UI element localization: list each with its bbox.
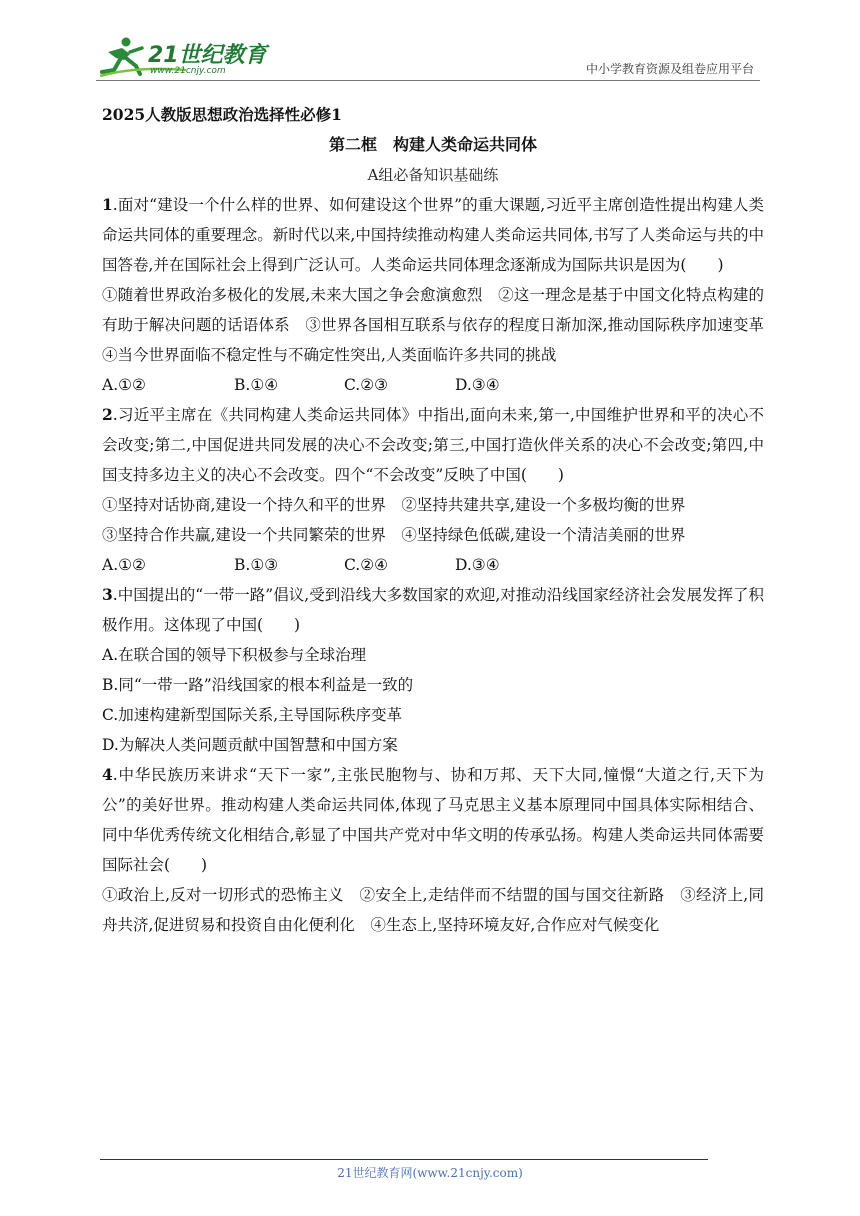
option-d[interactable]: D.为解决人类问题贡献中国智慧和中国方案 bbox=[102, 736, 398, 754]
footer-divider bbox=[100, 1159, 708, 1160]
question-4-number: 4 bbox=[102, 765, 113, 784]
question-2-number: 2 bbox=[102, 405, 113, 424]
option-c[interactable]: C.②④ bbox=[344, 556, 389, 574]
question-2-statement-line-1: ①坚持对话协商,建设一个持久和平的世界 ②坚持共建共享,建设一个多极均衡的世界 bbox=[102, 496, 686, 514]
group-title: A组必备知识基础练 bbox=[367, 166, 499, 184]
option-b[interactable]: B.①③ bbox=[234, 556, 279, 574]
question-2-options bbox=[102, 550, 764, 580]
option-a[interactable]: A.在联合国的领导下积极参与全球治理 bbox=[102, 646, 367, 664]
platform-name: 中小学教育资源及组卷应用平台 bbox=[585, 62, 754, 76]
question-3-stem bbox=[102, 580, 764, 640]
question-4-text: .中华民族历来讲求“天下一家”,主张民胞物与、协和万邦、天下大同,憧憬“大道之行,天下为公”的美好世界。推动构建人类命运共同体,体现了马克思主义基本原理同中国具体实际相结合、同中华优秀传统文化相结合,彰显了中国共产党对中华文明的传承弘扬。构建人类命运共同体需要国际社会( ) bbox=[102, 766, 764, 874]
question-1-text: .面对“建设一个什么样的世界、如何建设这个世界”的重大课题,习近平主席创造性提出构建人类命运共同体的重要理念。新时代以来,中国持续推动构建人类命运共同体,书写了人类命运与共的中国答卷,并在国际社会上得到广泛认可。人类命运共同体理念逐渐成为国际共识是因为( ) bbox=[102, 196, 764, 274]
option-a[interactable]: A.①② bbox=[102, 376, 146, 394]
question-1-stem bbox=[102, 190, 764, 280]
page-header bbox=[96, 34, 760, 82]
question-2-statement-line-2: ③坚持合作共赢,建设一个共同繁荣的世界 ④坚持绿色低碳,建设一个清洁美丽的世界 bbox=[102, 526, 686, 544]
logo-url: www.21cnjy.com bbox=[150, 66, 226, 76]
option-c[interactable]: C.加速构建新型国际关系,主导国际秩序变革 bbox=[102, 706, 403, 724]
footer-text[interactable]: 21世纪教育网(www.21cnjy.com) bbox=[337, 1166, 523, 1180]
question-1-options bbox=[102, 370, 764, 400]
question-2-stem bbox=[102, 400, 764, 490]
logo-text: 21世纪教育 bbox=[148, 43, 267, 68]
question-4-stem bbox=[102, 760, 764, 880]
site-logo[interactable] bbox=[96, 36, 266, 78]
lesson-title: 第二框 构建人类命运共同体 bbox=[328, 135, 537, 154]
option-b[interactable]: B.①④ bbox=[234, 376, 279, 394]
question-3-text: .中国提出的“一带一路”倡议,受到沿线大多数国家的欢迎,对推动沿线国家经济社会发展发挥了积极作用。这体现了中国( ) bbox=[102, 586, 764, 634]
option-b[interactable]: B.同“一带一路”沿线国家的根本利益是一致的 bbox=[102, 676, 414, 694]
question-1-number: 1 bbox=[102, 195, 113, 214]
question-2-text: .习近平主席在《共同构建人类命运共同体》中指出,面向未来,第一,中国维护世界和平的决心不会改变;第二,中国促进共同发展的决心不会改变;第三,中国打造伙伴关系的决心不会改变;第四,中国支持多边主义的决心不会改变。四个“不会改变”反映了中国( ) bbox=[102, 406, 764, 484]
header-divider bbox=[96, 80, 760, 81]
option-a[interactable]: A.①② bbox=[102, 556, 146, 574]
option-d[interactable]: D.③④ bbox=[455, 556, 500, 574]
question-4-statements: ①政治上,反对一切形式的恐怖主义 ②安全上,走结伴而不结盟的国与国交往新路 ③经济上,同舟共济,促进贸易和投资自由化便利化 ④生态上,坚持环境友好,合作应对气候变化 bbox=[102, 886, 764, 934]
question-1-statements: ①随着世界政治多极化的发展,未来大国之争会愈演愈烈 ②这一理念是基于中国文化特点构建的有助于解决问题的话语体系 ③世界各国相互联系与依存的程度日渐加深,推动国际秩序加速变革 ④当今世界面临不稳定性与不确定性突出,人类面临许多共同的挑战 bbox=[102, 286, 780, 364]
document-body bbox=[102, 100, 780, 940]
option-d[interactable]: D.③④ bbox=[455, 376, 500, 394]
question-3-number: 3 bbox=[102, 585, 113, 604]
series-title: 2025人教版思想政治选择性必修1 bbox=[102, 105, 342, 124]
option-c[interactable]: C.②③ bbox=[344, 376, 389, 394]
